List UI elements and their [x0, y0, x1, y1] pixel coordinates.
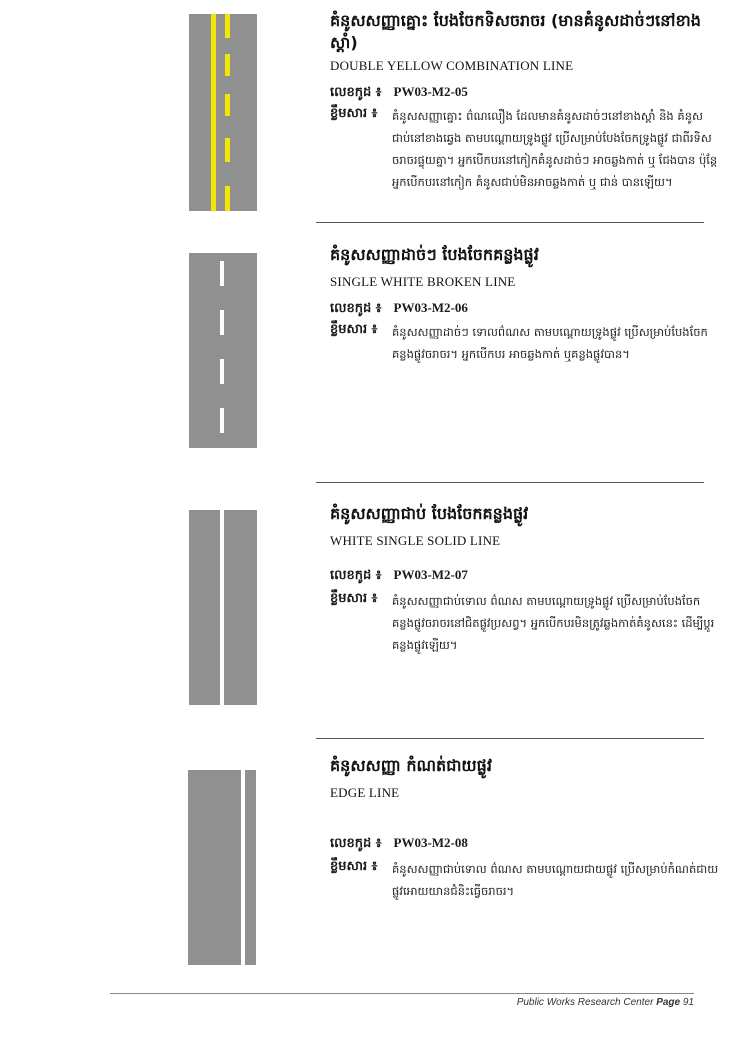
entry-title-khmer: គំនូសសញ្ញា កំណត់ជាយផ្លូវ	[330, 756, 492, 775]
code-label: លេខកូដ ៖	[330, 836, 382, 851]
road-illustration-double-yellow	[189, 14, 257, 211]
solid-white-line	[220, 510, 224, 705]
entry-description: គំនូសសញ្ញាជាប់ទោល ព៌ណស តាមបណ្ដោយទ្រូងផ្លូវ ប្រើសម្រាប់បែងចែកគន្លងផ្លូវចរាចរនៅជិតផ្លូវប្រសព្វ។ អ្នកបើកបរមិនត្រូវឆ្លងកាត់គំនូសនេះ ដើម្បីប្ដូរគន្លងផ្លូវឡើយ។	[392, 594, 715, 652]
broken-yellow-segment	[225, 138, 230, 162]
marking-entry	[330, 10, 720, 193]
entry-description: គំនូសសញ្ញាគ្នោះ ព៌ណលឿង ដែលមានគំនូសដាច់ៗនៅខាងស្ដាំ និង គំនូសជាប់នៅខាងឆ្វេង តាមបណ្ដោយទ្រូងផ្លូវ ប្រើសម្រាប់បែងចែកទ្រូងផ្លូវ ជាពីរទិសចរាចរផ្ទុយគ្នា។ អ្នកបើកបរនៅកៀកគំនូសដាច់ៗ អាចឆ្លងកាត់ ឬ ជែងបាន ប៉ុន្តែអ្នកបើកបរនៅកៀក គំនូសជាប់មិនអាចឆ្លងកាត់ ឬ ជាន់ បានឡើយ។	[392, 109, 718, 189]
edge-white-line	[241, 770, 245, 965]
road-illustration-white-solid	[189, 510, 257, 705]
broken-yellow-segment	[225, 186, 230, 211]
section-divider	[316, 738, 704, 739]
entry-title-khmer: គំនូសសញ្ញាជាប់ បែងចែកគន្លងផ្លូវ	[330, 504, 529, 523]
broken-white-segment	[220, 261, 224, 286]
broken-yellow-segment	[225, 14, 230, 38]
entry-title-english: SINGLE WHITE BROKEN LINE	[330, 274, 516, 289]
page-footer	[517, 997, 694, 1008]
footer-rule	[110, 993, 694, 994]
entry-code: PW03-M2-08	[393, 835, 468, 850]
entry-title-khmer: គំនូសសញ្ញាដាច់ៗ បែងចែកគន្លងផ្លូវ	[330, 245, 539, 264]
entry-title-english: EDGE LINE	[330, 785, 400, 800]
section-divider	[316, 222, 704, 223]
entry-title-khmer: គំនូសសញ្ញាគ្នោះ បែងចែកទិសចរាចរ (មានគំនូសដាច់ៗនៅខាងស្ដាំ)	[330, 11, 701, 52]
code-label: លេខកូដ ៖	[330, 301, 382, 316]
code-label: លេខកូដ ៖	[330, 568, 382, 583]
description-label: ខ្លឹមសារ ៖	[330, 591, 378, 606]
marking-entry	[330, 244, 720, 365]
broken-yellow-segment	[225, 54, 230, 76]
footer-page-label: Page	[656, 997, 681, 1008]
description-label: ខ្លឹមសារ ៖	[330, 106, 378, 121]
entry-description: គំនូសសញ្ញាដាច់ៗ ទោលព៌ណស តាមបណ្ដោយទ្រូងផ្លូវ ប្រើសម្រាប់បែងចែកគន្លងផ្លូវចរាចរ។ អ្នកបើកបរ អាចឆ្លងកាត់ ឬគន្លងផ្លូវបាន។	[392, 325, 708, 361]
broken-yellow-segment	[225, 94, 230, 116]
description-label: ខ្លឹមសារ ៖	[330, 859, 378, 874]
entry-code: PW03-M2-07	[393, 567, 468, 582]
road-illustration-edge-line	[188, 770, 256, 965]
entry-description: គំនូសសញ្ញាជាប់ទោល ព៌ណស តាមបណ្ដោយជាយផ្លូវ ប្រើសម្រាប់កំណត់ជាយផ្លូវអោយយានជំនិះធ្វើចរាចរ។	[392, 862, 719, 898]
broken-white-segment	[220, 310, 224, 335]
marking-entry	[330, 503, 720, 656]
entry-code: PW03-M2-05	[393, 84, 468, 99]
marking-entry	[330, 755, 720, 902]
broken-white-segment	[220, 359, 224, 384]
description-label: ខ្លឹមសារ ៖	[330, 322, 378, 337]
road-illustration-white-broken	[189, 253, 257, 448]
entry-title-english: WHITE SINGLE SOLID LINE	[330, 533, 501, 548]
entry-title-english: DOUBLE YELLOW COMBINATION LINE	[330, 58, 574, 73]
code-label: លេខកូដ ៖	[330, 85, 382, 100]
section-divider	[316, 482, 704, 483]
entry-code: PW03-M2-06	[393, 300, 468, 315]
broken-white-segment	[220, 408, 224, 433]
page-number: 91	[682, 997, 694, 1008]
solid-yellow-line	[211, 14, 216, 211]
footer-org: Public Works Research Center	[516, 997, 654, 1008]
